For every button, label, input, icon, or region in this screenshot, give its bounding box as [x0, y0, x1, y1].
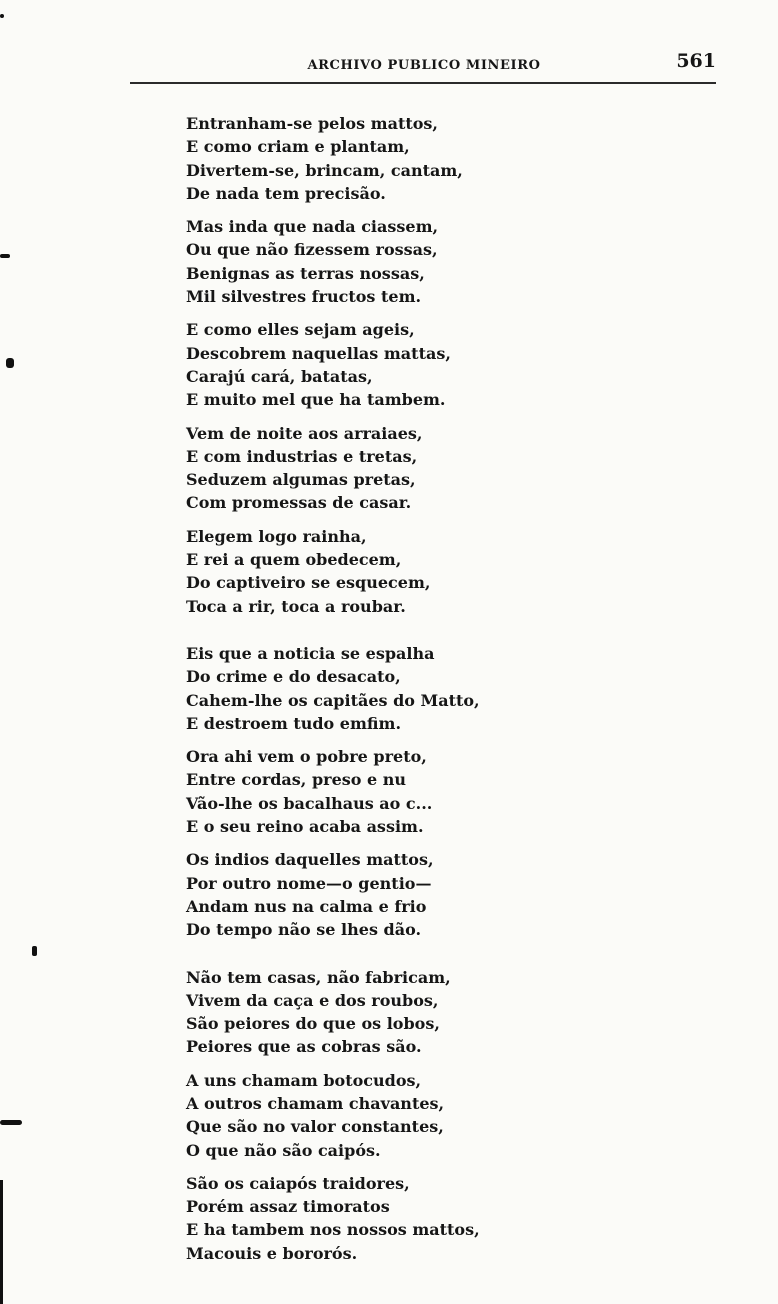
verse-line: Eis que a noticia se espalha — [186, 643, 435, 663]
verse-line: E ha tambem nos nossos mattos, — [186, 1220, 480, 1240]
verse-line: Vem de noite aos arraiaes, — [186, 423, 423, 443]
verse-line: Do captiveiro se esquecem, — [186, 573, 431, 593]
verse-line: Do tempo não se lhes dão. — [186, 920, 422, 940]
verse-line: A outros chamam chavantes, — [186, 1093, 445, 1113]
verse-line: Toca a rir, toca a roubar. — [186, 596, 406, 616]
stanza — [186, 525, 506, 618]
verse-line: A uns chamam botocudos, — [186, 1070, 422, 1090]
stanza — [186, 1069, 506, 1162]
verse-line: Porém assaz timoratos — [186, 1197, 390, 1217]
verse-line: O que não são caipós. — [186, 1140, 381, 1160]
verse-line: Não tem casas, não fabricam, — [186, 967, 451, 987]
verse-line: Benignas as terras nossas, — [186, 263, 425, 283]
scan-mark — [0, 1120, 22, 1125]
verse-line: Com promessas de casar. — [186, 493, 412, 513]
scan-mark — [0, 1180, 3, 1304]
stanza — [186, 642, 506, 735]
verse-line: De nada tem precisão. — [186, 183, 386, 203]
verse-line: Vão-lhe os bacalhaus ao c... — [186, 793, 433, 813]
verse-line: E destroem tudo emfim. — [186, 713, 402, 733]
verse-line: Peiores que as cobras são. — [186, 1037, 422, 1057]
verse-line: Entre cordas, preso e nu — [186, 770, 407, 790]
verse-line: Andam nus na calma e frio — [186, 896, 427, 916]
verse-line: Vivem da caça e dos roubos, — [186, 990, 439, 1010]
scan-mark — [32, 946, 37, 956]
verse-line: Mas inda que nada ciassem, — [186, 217, 439, 237]
verse-line: Os indios daquelles mattos, — [186, 850, 434, 870]
poem — [186, 112, 506, 1275]
header-rule — [130, 82, 716, 84]
verse-line: Carajú cará, batatas, — [186, 366, 373, 386]
verse-line: E como elles sejam ageis, — [186, 320, 415, 340]
page-number: 561 — [676, 50, 716, 72]
running-title: ARCHIVO PUBLICO MINEIRO — [307, 58, 541, 73]
verse-line: Descobrem naquellas mattas, — [186, 343, 451, 363]
verse-line: E o seu reino acaba assim. — [186, 817, 424, 837]
verse-line: E muito mel que ha tambem. — [186, 390, 446, 410]
verse-line: Ora ahi vem o pobre preto, — [186, 747, 427, 767]
stanza — [186, 215, 506, 308]
verse-line: E com industrias e tretas, — [186, 446, 418, 466]
verse-line: São peiores do que os lobos, — [186, 1014, 440, 1034]
verse-line: Divertem-se, brincam, cantam, — [186, 160, 463, 180]
stanza — [186, 112, 506, 205]
scan-mark — [0, 254, 10, 258]
verse-line: Cahem-lhe os capitães do Matto, — [186, 690, 480, 710]
stanza — [186, 318, 506, 411]
stanza — [186, 745, 506, 838]
verse-line: E rei a quem obedecem, — [186, 550, 402, 570]
verse-line: Mil silvestres fructos tem. — [186, 287, 422, 307]
verse-line: Que são no valor constantes, — [186, 1117, 444, 1137]
verse-line: Elegem logo rainha, — [186, 526, 367, 546]
stanza — [186, 966, 506, 1059]
scan-mark — [6, 358, 14, 368]
stanza — [186, 848, 506, 941]
page-header — [130, 52, 718, 82]
verse-line: E como criam e plantam, — [186, 137, 410, 157]
verse-line: Macouis e bororós. — [186, 1243, 358, 1263]
verse-line: Ou que não fizessem rossas, — [186, 240, 438, 260]
stanza — [186, 422, 506, 515]
verse-line: Entranham-se pelos mattos, — [186, 114, 438, 133]
stanza — [186, 1172, 506, 1265]
verse-line: Seduzem algumas pretas, — [186, 470, 416, 490]
verse-line: Do crime e do desacato, — [186, 667, 401, 687]
verse-line: Por outro nome—o gentio— — [186, 873, 432, 893]
scan-mark — [0, 14, 4, 18]
verse-line: São os caiapós traidores, — [186, 1173, 410, 1193]
